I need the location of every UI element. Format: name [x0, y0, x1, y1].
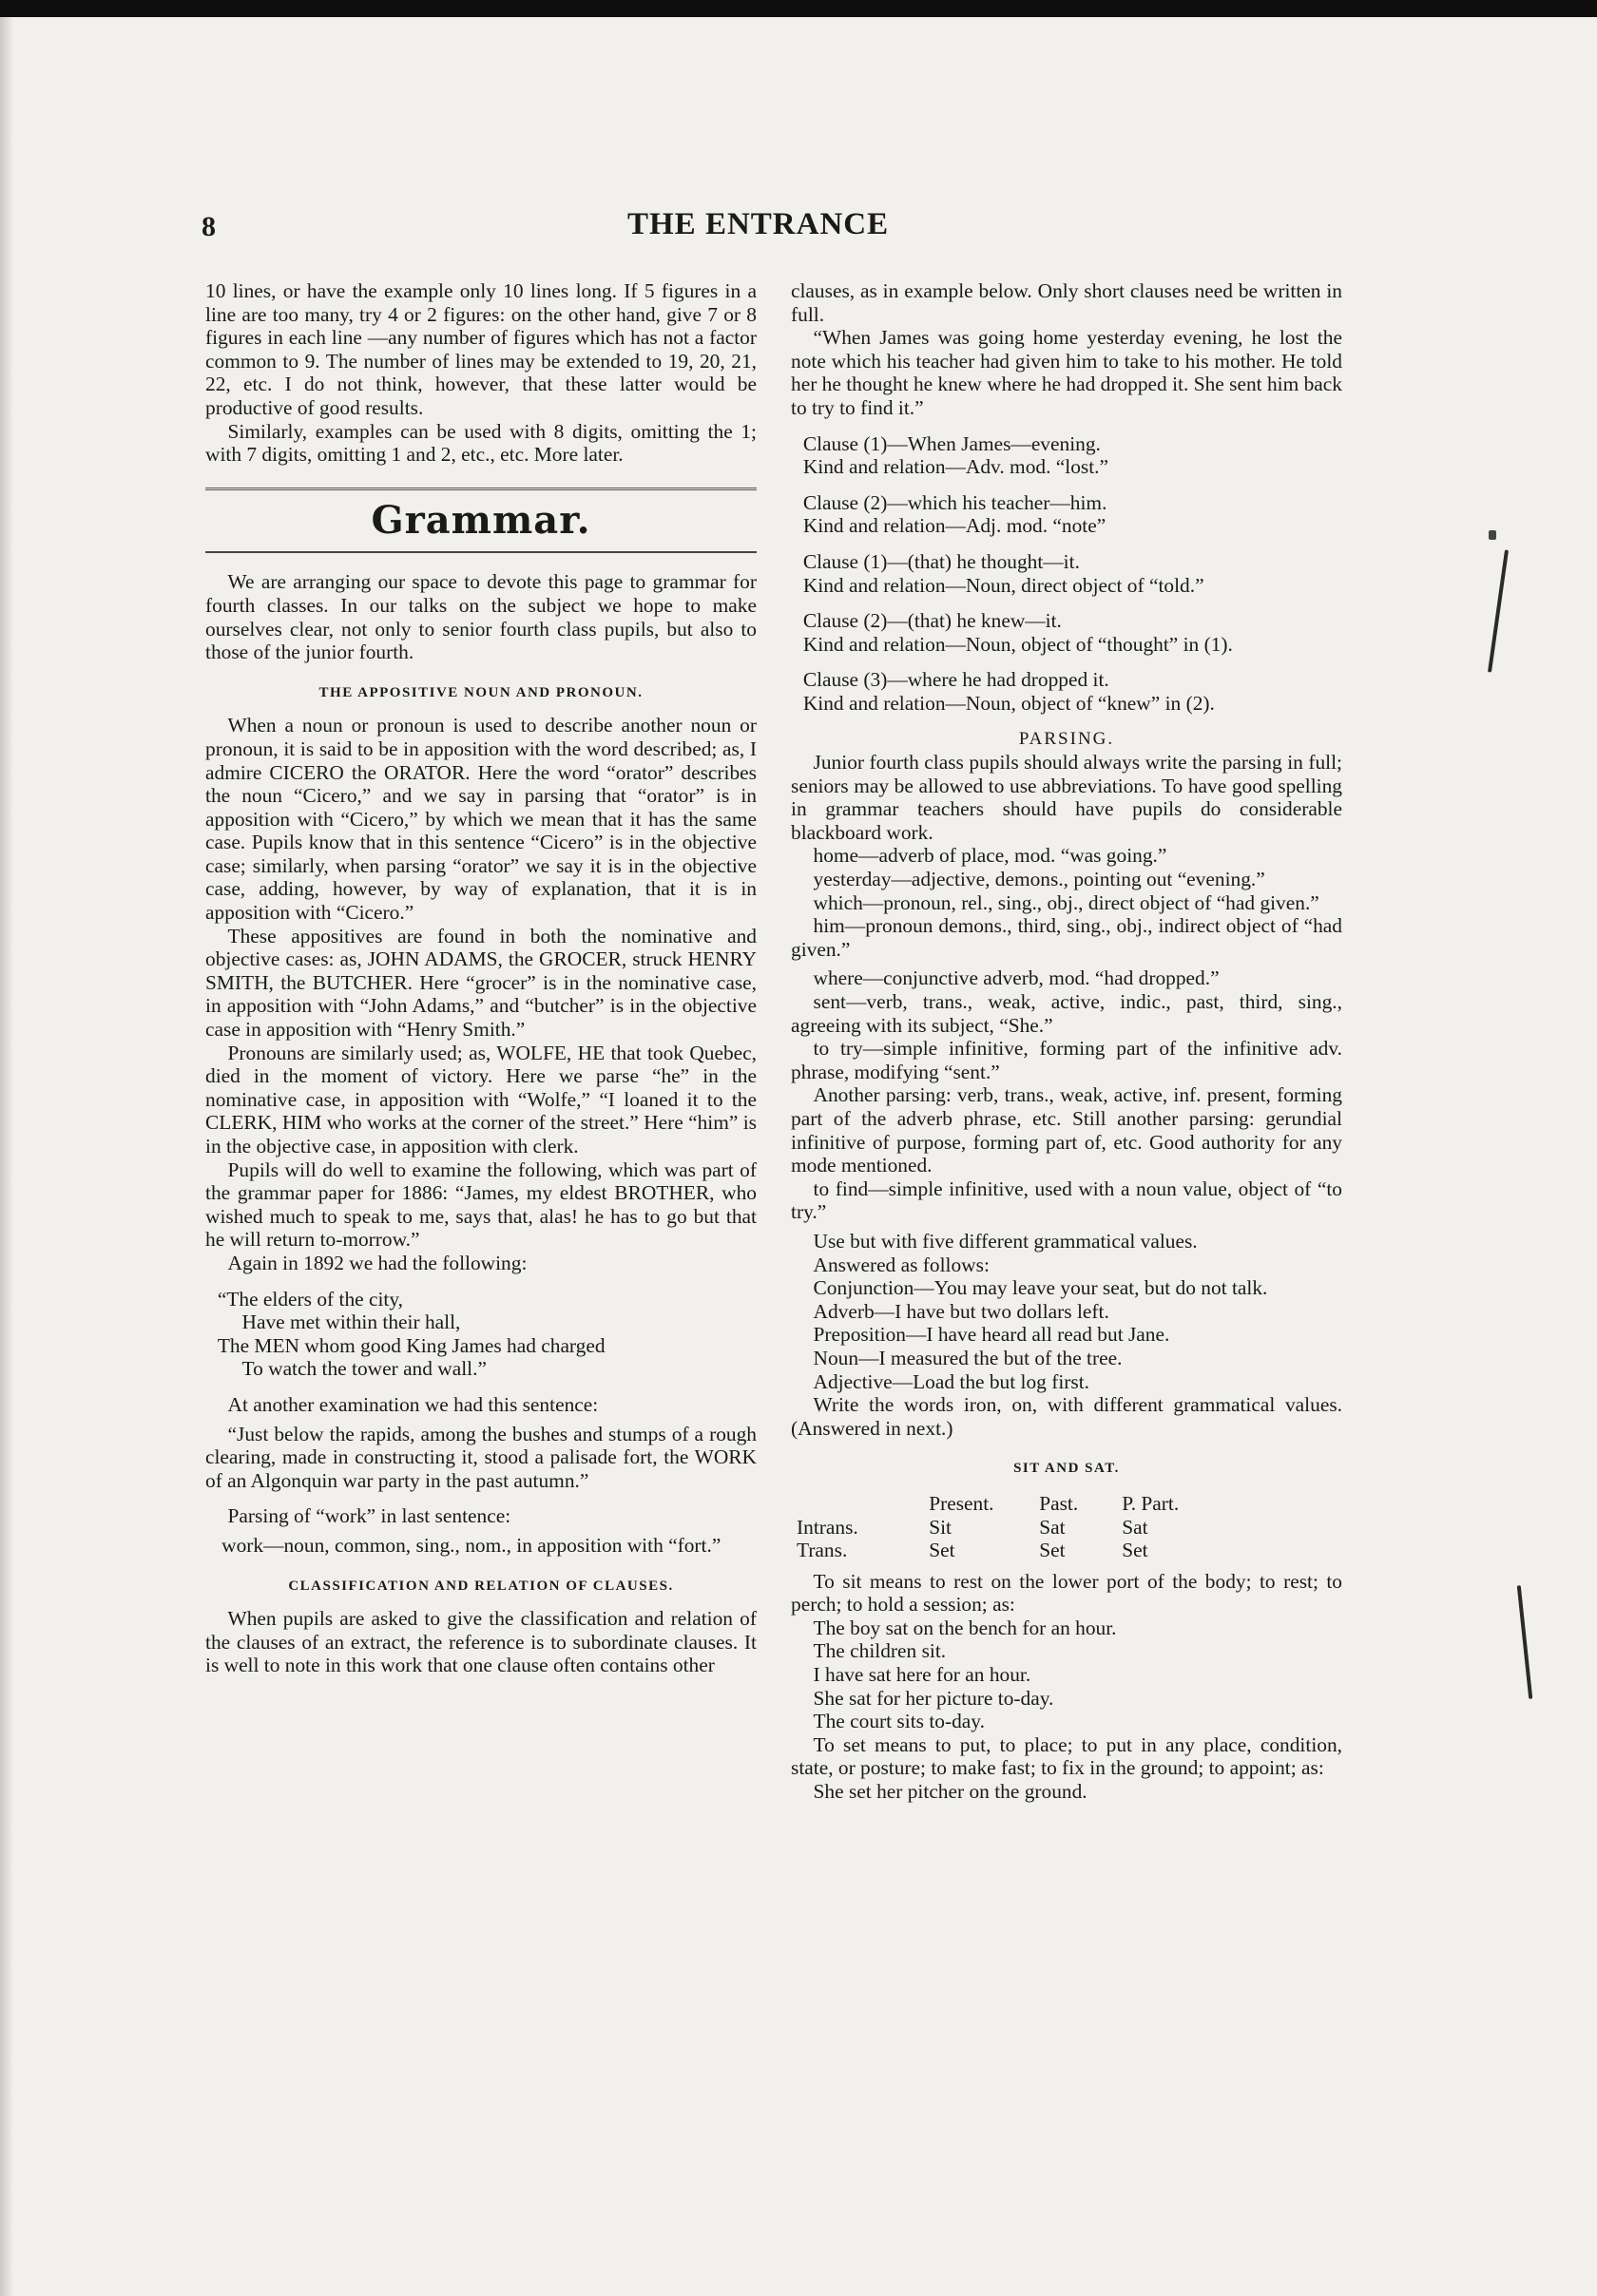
paragraph: When pupils are asked to give the classification and relation of the clauses of an extract, the reference is to subordinate clauses. It is well to note in this work that one clause often contains other	[205, 1607, 757, 1677]
poem-line: To watch the tower and wall.”	[241, 1357, 487, 1381]
subsection-heading: THE APPOSITIVE NOUN AND PRONOUN.	[318, 684, 644, 700]
paragraph: Junior fourth class pupils should always write the parsing in full; seniors may be allowed to use abbreviations. To have good spelling in grammar teachers should have pupils do considerable blackboard work.	[791, 751, 1342, 844]
example-line: Preposition—I have heard all read but Jane.	[813, 1323, 1170, 1347]
paragraph: Similarly, examples can be used with 8 digits, omitting the 1; with 7 digits, omitting 1 and 2, etc., etc. More later.	[205, 419, 757, 467]
parsing-entry: work—noun, common, sing., nom., in apposition with “fort.”	[221, 1533, 722, 1557]
table-header: Present.	[929, 1491, 994, 1515]
table-header	[791, 1492, 923, 1516]
page-edge-shadow	[0, 17, 13, 2296]
clause-line: Clause (1)—(that) he thought—it.	[802, 549, 1080, 573]
paragraph: When a noun or pronoun is used to describe another noun or pronoun, it is said to be in apposition with the word described; as, I admire CICERO the ORATOR. Here the word “orator” describes the noun “Cicero,” and we say in parsing that “orator” is in apposition with “Cicero,” by which we mean that it has the same case. Pupils know that in this sentence “Cicero” is in the objective case; similarly, when parsing “orator” we say it is in the objective case, adding, however, by way of explanation, that it is in apposition with “Cicero.”	[205, 714, 757, 925]
margin-mark	[1517, 1585, 1533, 1699]
parsing-entry: which—pronoun, rel., sing., obj., direct object of “had given.”	[813, 890, 1319, 914]
example-line: The court sits to-day.	[813, 1710, 985, 1733]
paragraph: Parsing of “work” in last sentence:	[227, 1504, 511, 1528]
clause-line: Clause (1)—When James—evening.	[802, 431, 1101, 455]
example-line: Adverb—I have but two dollars left.	[813, 1299, 1109, 1323]
table-cell: Trans.	[797, 1539, 848, 1562]
parsing-entry: to try—simple infinitive, forming part of the infinitive adv. phrase, modifying “sent.”	[791, 1037, 1342, 1083]
table-header-row	[791, 1492, 1342, 1516]
table-cell: Set	[929, 1539, 955, 1562]
paragraph: Pupils will do well to examine the following, which was part of the grammar paper for 1886: “James, my eldest BROTHER, who wished much to speak to me, says that, alas! he has to go but that he will return to-morrow.”	[205, 1158, 757, 1252]
clause-relation: Kind and relation—Adj. mod. “note”	[802, 514, 1106, 538]
example-line: The children sit.	[813, 1639, 947, 1663]
table-cell: Sat	[1039, 1515, 1066, 1539]
right-column	[791, 279, 1342, 1804]
clause-line: Clause (2)—(that) he knew—it.	[802, 609, 1062, 633]
quotation: “Just below the rapids, among the bushes and stumps of a rough clearing, made in constructing it, stood a palisade fort, the WORK of an Algonquin war party in the past autumn.”	[205, 1422, 757, 1492]
paragraph: Answered as follows:	[813, 1253, 990, 1276]
table-cell: Intrans.	[797, 1515, 858, 1539]
table-cell: Sit	[929, 1515, 952, 1539]
paragraph: We are arranging our space to devote this page to grammar for fourth classes. In our talks on the subject we hope to make ourselves clear, not only to senior fourth class pupils, but also to those of the junior fourth.	[205, 570, 757, 664]
parsing-entry: sent—verb, trans., weak, active, indic., past, third, sing., agreeing with its subject, “She.”	[791, 990, 1342, 1037]
page-number: 8	[202, 211, 216, 242]
parsing-entry: home—adverb of place, mod. “was going.”	[813, 844, 1167, 868]
table-cell: Set	[1039, 1539, 1066, 1562]
clause-list	[791, 432, 1342, 716]
paragraph: At another examination we had this sentence:	[227, 1392, 599, 1416]
example-line: I have sat here for an hour.	[813, 1663, 1031, 1687]
sit-sat-table	[791, 1492, 1342, 1562]
paragraph: clauses, as in example below. Only short clauses need be written in full.	[791, 279, 1342, 326]
clause-relation: Kind and relation—Noun, object of “knew” in (2).	[802, 691, 1215, 715]
clause-relation: Kind and relation—Noun, direct object of “told.”	[802, 573, 1204, 597]
example-passage: “When James was going home yesterday evening, he lost the note which his teacher had given him to take to his mother. He told her he thought he knew where he had dropped it. She sent him back to try to find it.”	[791, 326, 1342, 419]
margin-mark	[1489, 530, 1496, 540]
table-cell: Sat	[1122, 1515, 1148, 1539]
paragraph: Again in 1892 we had the following:	[227, 1251, 528, 1274]
table-row	[791, 1539, 1342, 1562]
page	[0, 17, 1597, 2296]
scan-border	[0, 0, 1597, 19]
example-line: Conjunction—You may leave your seat, but do not talk.	[813, 1276, 1268, 1300]
poem-line: “The elders of the city,	[217, 1287, 404, 1311]
table-row	[791, 1516, 1342, 1540]
paragraph: To set means to put, to place; to put in any place, condition, state, or posture; to make fast; to fix in the ground; to appoint; as:	[791, 1732, 1342, 1780]
paragraph: Pronouns are similarly used; as, WOLFE, HE that took Quebec, died in the moment of victory. Here we parse “he” in the nominative case, in apposition with “Wolfe,” “I loaned it to the CLERK, HIM who works at the corner of the street.” Here “him” is in the objective case, in apposition with clerk.	[205, 1041, 757, 1158]
clause-relation: Kind and relation—Noun, object of “thought” in (1).	[802, 632, 1233, 656]
section-title: Grammar.	[371, 497, 591, 543]
paragraph: Use but with five different grammatical values.	[813, 1229, 1198, 1253]
page-header	[202, 198, 1342, 255]
parsing-entry: him—pronoun demons., third, sing., obj., indirect object of “had given.”	[791, 914, 1342, 961]
left-column	[205, 279, 757, 1677]
section-rule	[205, 551, 757, 553]
poem	[205, 1288, 757, 1381]
poem-line: Have met within their hall,	[241, 1311, 461, 1334]
example-line: The boy sat on the bench for an hour.	[813, 1616, 1117, 1639]
example-line: She sat for her picture to-day.	[813, 1686, 1054, 1710]
example-line: Noun—I measured the but of the tree.	[813, 1346, 1123, 1369]
subsection-heading: PARSING.	[1018, 728, 1115, 749]
parsing-entry: Another parsing: verb, trans., weak, active, inf. present, forming part of the adverb phrase, etc. Still another parsing: gerundial infinitive of purpose, forming part of, etc. Good authority for any mode mentioned.	[791, 1083, 1342, 1177]
example-line: She set her pitcher on the ground.	[813, 1780, 1087, 1804]
parsing-entry: to find—simple infinitive, used with a noun value, object of “to try.”	[791, 1177, 1342, 1224]
clause-relation: Kind and relation—Adv. mod. “lost.”	[802, 455, 1109, 479]
running-title: THE ENTRANCE	[627, 207, 890, 241]
clause-line: Clause (3)—where he had dropped it.	[802, 668, 1109, 692]
subsection-heading: SIT AND SAT.	[1013, 1461, 1120, 1477]
parsing-entry: where—conjunctive adverb, mod. “had dropped.”	[813, 966, 1220, 990]
table-header: Past.	[1039, 1491, 1079, 1515]
section-rule	[205, 488, 757, 490]
parsing-entry: yesterday—adjective, demons., pointing out “evening.”	[813, 868, 1265, 891]
paragraph: To sit means to rest on the lower port of the body; to rest; to perch; to hold a session; as:	[791, 1569, 1342, 1617]
poem-line: The MEN whom good King James had charged	[217, 1333, 606, 1357]
table-cell: Set	[1122, 1539, 1148, 1562]
paragraph: 10 lines, or have the example only 10 lines long. If 5 figures in a line are too many, try 4 or 2 figures: on the other hand, give 7 or 8 figures in each line —any number of figures which has not a factor common to 9. The number of lines may be extended to 19, 20, 21, 22, etc. I do not think, however, that these latter would be productive of good results.	[205, 279, 757, 419]
margin-mark	[1488, 549, 1509, 672]
paragraph: Write the words iron, on, with different grammatical values. (Answered in next.)	[791, 1393, 1342, 1440]
paragraph: These appositives are found in both the nominative and objective cases: as, JOHN ADAMS, the GROCER, struck HENRY SMITH, the BUTCHER. Here “grocer” is in the nominative case, in apposition with “John Adams,” and “butcher” is in the objective case in apposition with “Henry Smith.”	[205, 924, 757, 1042]
subsection-heading: CLASSIFICATION AND RELATION OF CLAUSES.	[288, 1578, 674, 1594]
table-header: P. Part.	[1122, 1491, 1180, 1515]
clause-line: Clause (2)—which his teacher—him.	[802, 490, 1107, 514]
example-line: Adjective—Load the but log first.	[813, 1369, 1090, 1393]
